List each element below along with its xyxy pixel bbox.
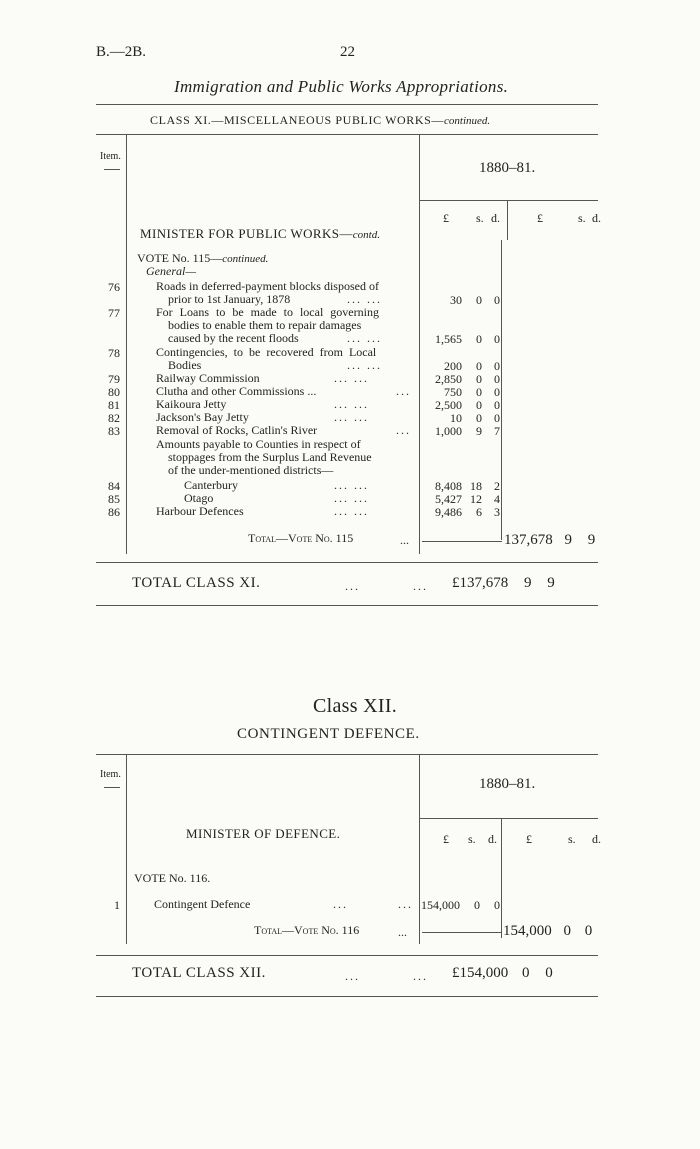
item-pence: 0 — [494, 385, 500, 399]
leader-dots: ... — [345, 579, 360, 593]
item-amount: 8,408 — [435, 479, 462, 493]
counties-line: of the under-mentioned districts— — [168, 463, 334, 477]
class-xii-title: Class XII. — [313, 695, 398, 717]
class-xi-total-amount — [452, 575, 555, 592]
item-line: Removal of Rocks, Catlin's River — [156, 423, 318, 437]
item-line: Clutha and other Commissions ... — [156, 384, 317, 398]
minister-heading: MINISTER OF DEFENCE. — [186, 826, 341, 841]
leader-dots: ... ... — [347, 292, 382, 306]
item-shillings: 0 — [476, 332, 482, 346]
col-s-1: s. — [468, 832, 476, 846]
rule — [96, 562, 598, 563]
item-amount: 154,000 — [421, 898, 460, 912]
rule — [96, 104, 598, 105]
vote-total-pence: 9 — [587, 532, 596, 548]
vote-total-pounds: 137,678 — [504, 532, 553, 548]
item-line: Jackson's Bay Jetty — [156, 410, 249, 424]
class-xi-heading-text: CLASS XI.—MISCELLANEOUS PUBLIC WORKS— — [150, 113, 445, 127]
item-shillings: 0 — [476, 293, 482, 307]
item-line: For Loans to be made to local governing — [156, 305, 379, 319]
subcol-rule — [501, 818, 502, 938]
item-number: 79 — [108, 372, 120, 386]
leader-dots: ... ... — [347, 358, 382, 372]
counties-line: stoppages from the Surplus Land Revenue — [168, 450, 372, 464]
vote-total-pence: 0 — [584, 923, 593, 939]
leader-dots: ... ... — [334, 397, 369, 411]
class-xi-total-pounds: £137,678 — [452, 575, 509, 591]
vote-total-amount — [503, 923, 592, 940]
item-line: Canterbury — [184, 478, 238, 492]
item-amount: 30 — [450, 293, 462, 307]
item-amount: 5,427 — [435, 492, 462, 506]
class-xii-total-pence: 0 — [545, 965, 553, 981]
running-title: Immigration and Public Works Appropriations. — [174, 77, 509, 96]
item-number: 84 — [108, 479, 120, 493]
item-pence: 0 — [494, 293, 500, 307]
item-number: 76 — [108, 280, 120, 294]
item-pence: 0 — [494, 372, 500, 386]
rule — [96, 605, 598, 606]
col-s-2: s. — [578, 211, 586, 225]
item-number: 1 — [114, 898, 120, 912]
year-rule — [419, 200, 598, 201]
class-xii-total-label: TOTAL CLASS XII. — [132, 965, 266, 981]
item-pence: 0 — [494, 411, 500, 425]
leader-dots: ... — [345, 969, 360, 983]
item-amount: 10 — [450, 411, 462, 425]
item-underline — [104, 787, 120, 788]
rule — [96, 996, 598, 997]
col-s-1: s. — [476, 211, 484, 225]
item-shillings: 0 — [476, 398, 482, 412]
item-amount: 2,500 — [435, 398, 462, 412]
class-xii-subtitle: CONTINGENT DEFENCE. — [237, 726, 420, 742]
vote-total-label: Total—Vote No. 115 — [248, 531, 354, 545]
amount-right-rule — [501, 240, 502, 540]
minister-text: MINISTER FOR PUBLIC WORKS— — [140, 226, 353, 241]
item-pence: 4 — [494, 492, 500, 506]
vote-total-amount — [504, 532, 595, 549]
leader-dots: ... — [413, 969, 428, 983]
vote-total-shillings: 0 — [563, 923, 571, 939]
subcol-rule — [507, 200, 508, 240]
year-rule — [419, 818, 598, 819]
amount-col-rule — [419, 754, 420, 944]
class-xi-heading-cont: continued. — [444, 115, 491, 127]
vote-total-label: Total—Vote No. 116 — [254, 923, 360, 937]
item-amount: 750 — [444, 385, 462, 399]
item-line: bodies to enable them to repair damages — [168, 318, 362, 332]
item-shillings: 12 — [470, 492, 482, 506]
item-col-header: Item. — [100, 769, 121, 780]
col-pound-1: £ — [443, 211, 449, 225]
leader-dots: ... — [396, 423, 411, 437]
item-line: Bodies — [168, 358, 202, 372]
item-shillings: 0 — [476, 359, 482, 373]
item-amount: 9,486 — [435, 505, 462, 519]
total-rule — [422, 541, 502, 542]
subhead-general: General— — [146, 264, 196, 278]
minister-heading — [140, 226, 380, 242]
vote-cont: continued. — [222, 253, 269, 265]
leader-dots: ... — [396, 384, 411, 398]
vote-text: VOTE No. 115— — [137, 251, 223, 265]
col-s-2: s. — [568, 832, 576, 846]
item-amount: 1,000 — [435, 424, 462, 438]
col-d-1: d. — [488, 832, 497, 846]
item-shillings: 9 — [476, 424, 482, 438]
item-shillings: 0 — [476, 372, 482, 386]
item-col-header: Item. — [100, 151, 121, 162]
class-xi-total-shillings: 9 — [524, 575, 532, 591]
col-pound-2: £ — [537, 211, 543, 225]
item-pence: 2 — [494, 479, 500, 493]
year-header: 1880–81. — [479, 160, 536, 176]
item-shillings: 0 — [476, 385, 482, 399]
item-line: Otago — [184, 491, 214, 505]
page-ref: B.—2B. — [96, 44, 147, 60]
item-line: Railway Commission — [156, 371, 260, 385]
item-pence: 0 — [494, 359, 500, 373]
year-header: 1880–81. — [479, 776, 536, 792]
item-pence: 0 — [494, 898, 500, 912]
leader-dots: ... ... — [334, 491, 369, 505]
item-line: Kaikoura Jetty — [156, 397, 227, 411]
item-shillings: 0 — [474, 898, 480, 912]
minister-cont: contd. — [352, 229, 380, 241]
item-amount: 200 — [444, 359, 462, 373]
item-line: Roads in deferred-payment blocks disposed of — [156, 279, 379, 293]
col-d-1: d. — [491, 211, 500, 225]
leader-dots: ... — [413, 579, 428, 593]
col-d-2: d. — [592, 832, 601, 846]
leader-dots: ... — [400, 533, 409, 547]
item-col-rule — [126, 134, 127, 554]
col-d-2: d. — [592, 211, 601, 225]
vote-total-pounds: 154,000 — [503, 923, 552, 939]
item-shillings: 6 — [476, 505, 482, 519]
item-number: 81 — [108, 398, 120, 412]
item-number: 83 — [108, 424, 120, 438]
item-number: 86 — [108, 505, 120, 519]
class-xi-total-pence: 9 — [547, 575, 555, 591]
item-number: 85 — [108, 492, 120, 506]
col-pound-1: £ — [443, 832, 449, 846]
leader-dots: ... ... — [334, 478, 369, 492]
item-pence: 0 — [494, 398, 500, 412]
item-line: Harbour Defences — [156, 504, 244, 518]
item-line: Contingencies, to be recovered from Local — [156, 345, 377, 359]
page-number: 22 — [340, 44, 355, 60]
class-xii-total-shillings: 0 — [522, 965, 530, 981]
item-shillings: 18 — [470, 479, 482, 493]
item-line: prior to 1st January, 1878 — [168, 292, 291, 306]
class-xii-total-amount — [452, 965, 553, 982]
total-rule — [422, 932, 502, 933]
item-col-rule — [126, 754, 127, 944]
item-number: 77 — [108, 306, 120, 320]
leader-dots: ... ... — [347, 331, 382, 345]
item-line: Contingent Defence — [154, 897, 251, 911]
item-pence: 7 — [494, 424, 500, 438]
col-pound-2: £ — [526, 832, 532, 846]
rule — [96, 134, 598, 135]
leader-dots: ... — [398, 897, 413, 911]
item-number: 80 — [108, 385, 120, 399]
item-shillings: 0 — [476, 411, 482, 425]
item-number: 82 — [108, 411, 120, 425]
counties-line: Amounts payable to Counties in respect of — [156, 437, 361, 451]
class-xi-heading — [150, 113, 490, 128]
class-xi-total-label: TOTAL CLASS XI. — [132, 575, 261, 591]
leader-dots: ... ... — [334, 504, 369, 518]
rule — [96, 754, 598, 755]
item-number: 78 — [108, 346, 120, 360]
rule — [96, 955, 598, 956]
leader-dots: ... ... — [334, 410, 369, 424]
item-pence: 3 — [494, 505, 500, 519]
item-amount: 2,850 — [435, 372, 462, 386]
item-underline — [104, 169, 120, 170]
item-line: caused by the recent floods — [168, 331, 299, 345]
vote-total-shillings: 9 — [564, 532, 572, 548]
vote-heading: VOTE No. 116. — [134, 871, 211, 885]
leader-dots: ... — [333, 897, 348, 911]
class-xii-total-pounds: £154,000 — [452, 965, 509, 981]
leader-dots: ... — [398, 925, 407, 939]
item-amount: 1,565 — [435, 332, 462, 346]
item-pence: 0 — [494, 332, 500, 346]
leader-dots: ... ... — [334, 371, 369, 385]
